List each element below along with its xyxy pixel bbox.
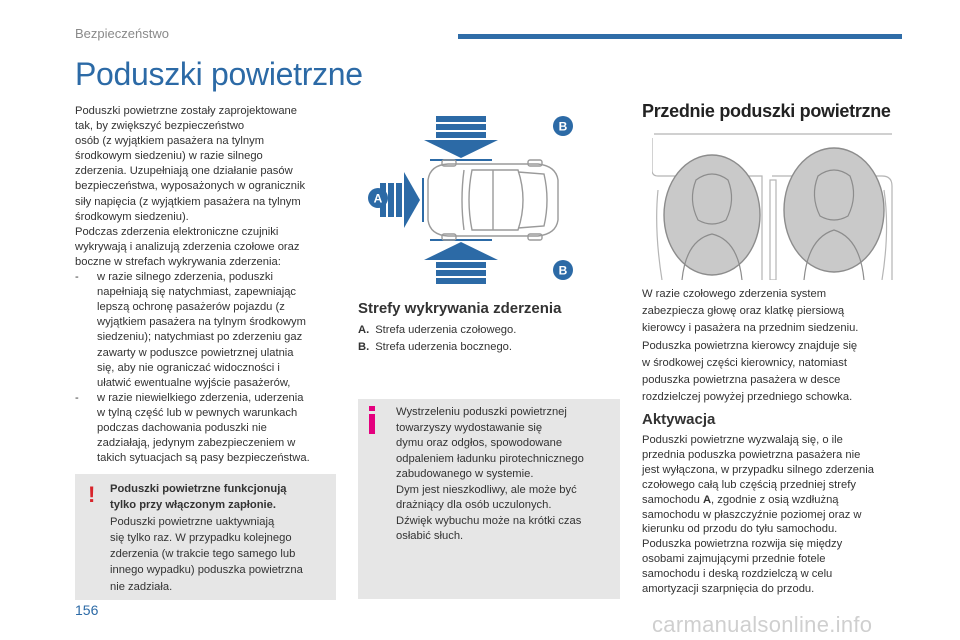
activation-text-part-2: , zgodnie z osią wzdłużną samochodu w płaszczyźnie poziomej oraz w kierunku od przodu do tyłu samochodu. Poduszka powietrzna rozwija się między osobami zajmującymi przednie fotele samochodu i deską rozdzielczą w celu amortyzacji szarpnięcia do przodu. bbox=[642, 493, 862, 596]
bullet-item bbox=[75, 391, 345, 466]
header-rule bbox=[458, 34, 902, 39]
front-description-text: W razie czołowego zderzenia system zabezpiecza głowę oraz klatkę piersiową kierowcy i pasażera na przednim siedzeniu. Poduszka powietrzna kierowcy znajduje się w środkowej części kierownicy, natomiast poduszka powietrzna pasażera w desce rozdzielczej powyżej przedniego schowka. bbox=[642, 288, 859, 404]
legend-text: Strefa uderzenia czołowego. bbox=[375, 324, 517, 336]
activation-zone-key: A bbox=[702, 493, 712, 506]
bullet-dash: - bbox=[75, 391, 79, 404]
driver-airbag bbox=[664, 155, 760, 280]
bullet-text: w razie niewielkiego zderzenia, uderzenia w tylną część lub w pewnych warunkach podczas dachowania poduszki nie zadziałają, jedynym zabezpieczeniem w takich sytuacjach są pasy bezpieczeństwa. bbox=[97, 391, 310, 465]
label-b-bottom-text: B bbox=[558, 263, 568, 278]
watermark: carmanualsonline.info bbox=[652, 612, 873, 637]
front-airbags-illustration bbox=[652, 130, 897, 280]
label-b-top-text: B bbox=[558, 119, 568, 134]
legend-item-a bbox=[358, 322, 618, 339]
impact-zones-diagram bbox=[368, 110, 588, 286]
car-top-view bbox=[428, 160, 558, 240]
intro-text bbox=[75, 104, 345, 466]
zones-legend bbox=[358, 322, 618, 356]
bullet-dash: - bbox=[75, 271, 79, 284]
label-a bbox=[368, 188, 388, 208]
activation-text bbox=[642, 433, 906, 597]
bullet-item bbox=[75, 270, 345, 391]
warning-bold-text: Poduszki powietrzne funkcjonują tylko przy włączonym zapłonie. bbox=[110, 483, 287, 512]
label-b-bottom bbox=[553, 260, 573, 280]
info-paragraph-2: Dym jest nieszkodliwy, ale może być drażniący dla osób uczulonych. bbox=[396, 483, 577, 511]
warning-body-text: Poduszki powietrzne uaktywniają się tylko raz. W przypadku kolejnego zderzenia (w trakcie tego samego lub innego wypadku) poduszka powietrzna nie zadziała. bbox=[110, 515, 303, 593]
info-text bbox=[396, 405, 612, 545]
legend-key: B. bbox=[358, 341, 370, 353]
info-paragraph-1: Wystrzeleniu poduszki powietrznej towarzyszy wydostawanie się dymu oraz odgłos, spowodowane odpaleniem ładunku pirotechnicznego zabudowanego w systemie. bbox=[396, 406, 584, 480]
warning-icon: ! bbox=[88, 482, 96, 507]
activation-heading: Aktywacja bbox=[642, 411, 716, 428]
front-airbags-description bbox=[642, 286, 904, 406]
warning-text bbox=[110, 481, 328, 595]
section-label: Bezpieczeństwo bbox=[75, 26, 169, 41]
info-icon bbox=[367, 406, 377, 434]
info-paragraph-3: Dźwięk wybuchu może na krótki czas osłabić słuch. bbox=[396, 514, 582, 542]
intro-paragraph-1: Poduszki powietrzne zostały zaprojektowane tak, by zwiększyć bezpieczeństwo osób (z wyjątkiem pasażera na tylnym środkowym siedzeniu) w razie silnego zderzenia. Uzupełniają one działanie pasów bezpieczeństwa, wyposażonych w ogranicznik siły napięcia (z wyjątkiem pasażera na tylnym środkowym siedzeniu). bbox=[75, 105, 306, 223]
page-number: 156 bbox=[75, 602, 99, 618]
label-b-top bbox=[553, 116, 573, 136]
label-a-text: A bbox=[373, 191, 383, 206]
legend-text: Strefa uderzenia bocznego. bbox=[375, 341, 513, 353]
intro-paragraph-2: Podczas zderzenia elektroniczne czujniki wykrywają i analizują zderzenia czołowe oraz boczne w strefach wykrywania zderzenia: bbox=[75, 225, 300, 268]
passenger-airbag bbox=[784, 148, 884, 280]
legend-item-b bbox=[358, 339, 618, 356]
page-title: Poduszki powietrzne bbox=[75, 56, 363, 92]
activation-text-part-1: Poduszki powietrzne wyzwalają się, o ile przednia poduszka powietrzna pasażera nie jest wyłączona, w przypadku silnego zderzenia czołowego całą lub częścią przedniej strefy samochodu bbox=[642, 434, 874, 506]
zones-heading: Strefy wykrywania zderzenia bbox=[358, 300, 562, 317]
activation-paragraph bbox=[642, 433, 906, 597]
side-impact-arrow-top bbox=[424, 116, 498, 160]
side-impact-arrow-bottom bbox=[424, 240, 498, 284]
bullet-text: w razie silnego zderzenia, poduszki napełniają się natychmiast, zapewniając lepszą ochronę pasażerów pojazdu (z wyjątkiem pasażera na tylnym środkowym siedzeniu); natychmiast po zderzeniu gaz zawarty w poduszce powietrznej ulatnia się, aby nie ograniczać widoczności i ułatwić ewentualne wyjście pasażerów, bbox=[97, 271, 306, 389]
legend-key: A. bbox=[358, 324, 370, 336]
front-airbags-heading: Przednie poduszki powietrzne bbox=[642, 101, 891, 121]
